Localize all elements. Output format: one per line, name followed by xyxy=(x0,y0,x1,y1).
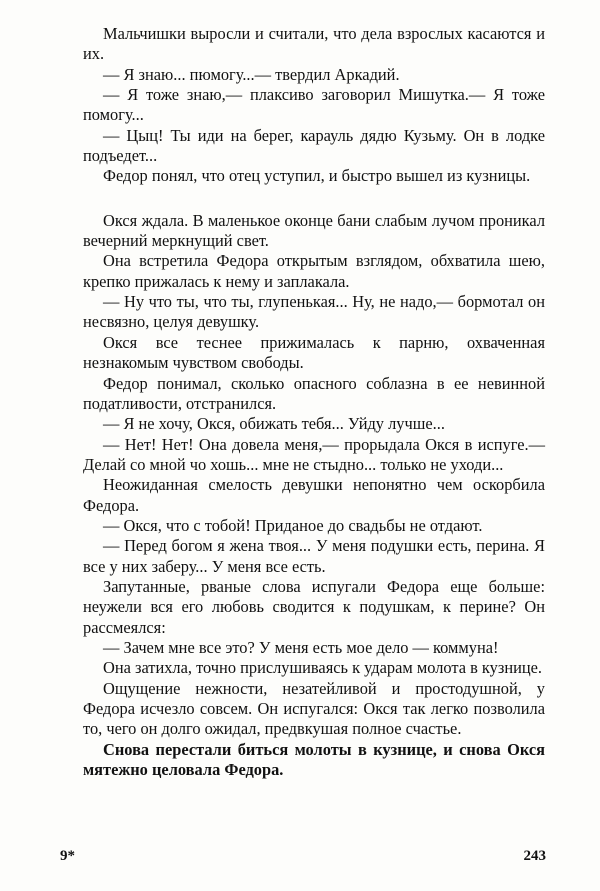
signature-mark: 9* xyxy=(60,848,75,864)
paragraph: — Нет! Нет! Она довела меня,— прорыдала Окся в испуге.— Делай со мной чо хошь... мне не стыдно... только не уходи... xyxy=(83,434,545,474)
paragraph: — Я тоже знаю,— плаксиво заговорил Мишутка.— Я тоже помогу... xyxy=(83,85,545,125)
page-text xyxy=(83,24,545,780)
paragraph: — Цыц! Ты иди на берег, карауль дядю Кузьму. Он в лодке подъедет... xyxy=(83,125,545,166)
paragraph: Мальчишки выросли и считали, что дела взрослых касаются и их. xyxy=(83,24,545,64)
paragraph: — Зачем мне все это? У меня есть мое дело — коммуна! xyxy=(103,637,499,657)
paragraph: Она затихла, точно прислушиваясь к ударам молота в кузнице. xyxy=(103,658,543,678)
paragraph: Окся ждала. В маленькое оконце бани слабым лучом проникал вечерний меркнущий свет. xyxy=(83,210,545,251)
paragraph: — Я не хочу, Окся, обижать тебя... Уйду лучше... xyxy=(103,414,445,434)
paragraph: — Я знаю... пюмогу...— твердил Аркадий. xyxy=(103,64,400,84)
paragraph: Ощущение нежности, незатейливой и простодушной, у Федора исчезло совсем. Он испугался: Окся так легко позволила то, чего он долго ожидал, предвкушая полное счастье. xyxy=(83,678,545,739)
paragraph: Она встретила Федора открытым взглядом, обхватила шею, крепко прижалась к нему и заплакала. xyxy=(83,251,545,291)
paragraph: — Окся, что с тобой! Приданое до свадьбы не отдают. xyxy=(103,515,483,535)
paragraph: Федор понял, что отец уступил, и быстро вышел из кузницы. xyxy=(103,166,531,186)
page-number: 243 xyxy=(523,848,546,864)
paragraph: Запутанные, рваные слова испугали Федора еще больше: неужели вся его любовь сводится к подушкам, к перине? Он рассмеялся: xyxy=(83,576,545,637)
paragraph: — Ну что ты, что ты, глупенькая... Ну, не надо,— бормотал он несвязно, целуя девушку. xyxy=(83,292,545,332)
paragraph: Неожиданная смелость девушки непонятно чем оскорбила Федора. xyxy=(83,475,545,515)
paragraph: Снова перестали биться молоты в кузнице, и снова Окся мятежно целовала Федора. xyxy=(83,739,545,780)
paragraph: — Перед богом я жена твоя... У меня подушки есть, перина. Я все у них заберу... У меня все есть. xyxy=(83,536,545,576)
paragraph: Окся все теснее прижималась к парню, охваченная незнакомым чувством свободы. xyxy=(83,332,545,373)
paragraph: Федор понимал, сколько опасного соблазна в ее невинной податливости, отстранился. xyxy=(83,373,545,413)
section-break xyxy=(83,187,545,211)
